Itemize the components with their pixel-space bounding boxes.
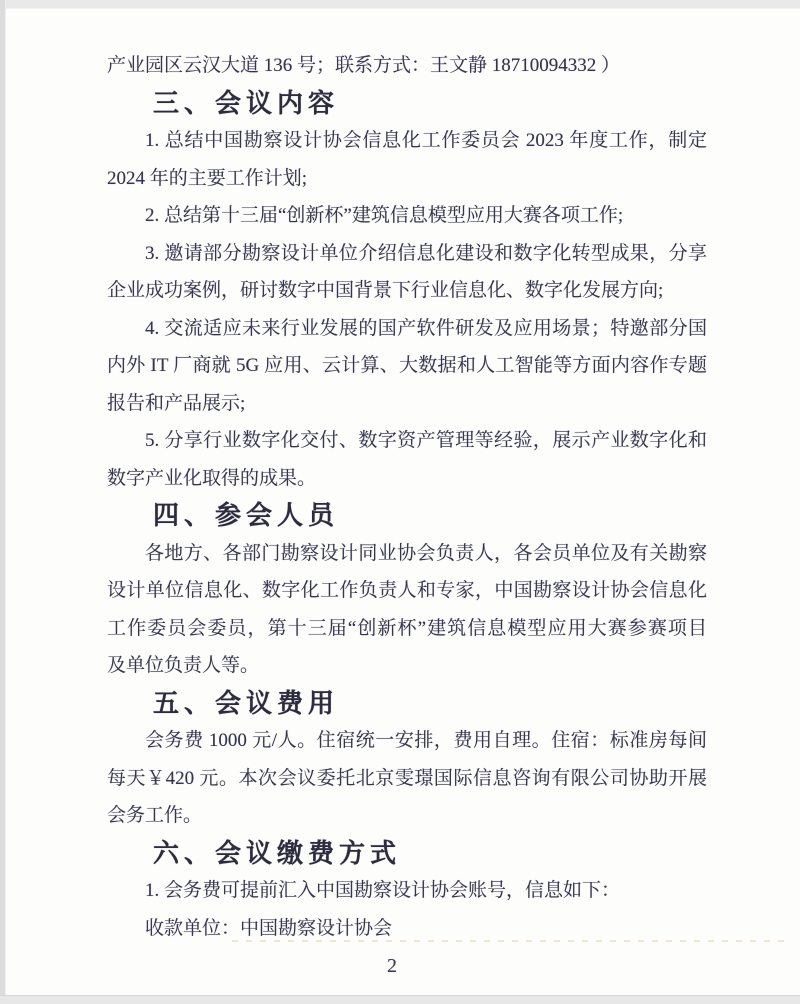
scan-edge-bottom bbox=[0, 995, 800, 1004]
text-line: 5. 分享行业数字化交付、数字资产管理等经验，展示产业数字化和 bbox=[145, 430, 707, 451]
text-line: 设计单位信息化、数字化工作负责人和专家，中国勘察设计协会信息化 bbox=[107, 580, 707, 601]
text-line: 收款单位：中国勘察设计协会 bbox=[145, 917, 393, 939]
text-line: 4. 交流适应未来行业发展的国产软件研发及应用场景；特邀部分国 bbox=[145, 317, 707, 339]
section-heading: 六、会议缴费方式 bbox=[153, 838, 402, 868]
text-line: 会务费 1000 元/人。住宿统一安排，费用自理。住宿：标准房每间 bbox=[145, 730, 707, 751]
text-line: 2024 年的主要工作计划; bbox=[107, 167, 308, 189]
text-line: 各地方、各部门勘察设计同业协会负责人，各会员单位及有关勘察 bbox=[145, 542, 707, 564]
text-line: 每天￥420 元。本次会议委托北京雯璟国际信息咨询有限公司协助开展 bbox=[107, 767, 707, 789]
text-line: 报告和产品展示; bbox=[107, 392, 246, 414]
section-heading: 三、会议内容 bbox=[153, 88, 340, 118]
document-body bbox=[107, 47, 707, 947]
text-line: 产业园区云汉大道 136 号；联系方式：王文静 18710094332 ） bbox=[107, 55, 621, 76]
text-line: 2. 总结第十三届“创新杯”建筑信息模型应用大赛各项工作; bbox=[145, 205, 624, 226]
scan-edge-top bbox=[0, 0, 800, 9]
text-line: 1. 总结中国勘察设计协会信息化工作委员会 2023 年度工作，制定 bbox=[145, 130, 707, 151]
text-line: 3. 邀请部分勘察设计单位介绍信息化建设和数字化转型成果，分享 bbox=[145, 242, 707, 264]
text-line: 数字产业化取得的成果。 bbox=[107, 467, 317, 489]
text-line: 及单位负责人等。 bbox=[107, 655, 260, 676]
scan-edge-left bbox=[0, 0, 6, 1004]
page-number: 2 bbox=[387, 955, 397, 977]
section-heading: 四、参会人员 bbox=[153, 501, 340, 530]
text-line: 工作委员会委员，第十三届“创新杯”建筑信息模型应用大赛参赛项目 bbox=[107, 617, 707, 639]
text-line: 1. 会务费可提前汇入中国勘察设计协会账号，信息如下： bbox=[145, 880, 621, 901]
text-line: 会务工作。 bbox=[107, 805, 203, 826]
text-line: 企业成功案例，研讨数字中国背景下行业信息化、数字化发展方向; bbox=[107, 280, 664, 301]
text-line: 内外 IT 厂商就 5G 应用、云计算、大数据和人工智能等方面内容作专题 bbox=[107, 355, 707, 376]
section-heading: 五、会议费用 bbox=[153, 688, 340, 718]
